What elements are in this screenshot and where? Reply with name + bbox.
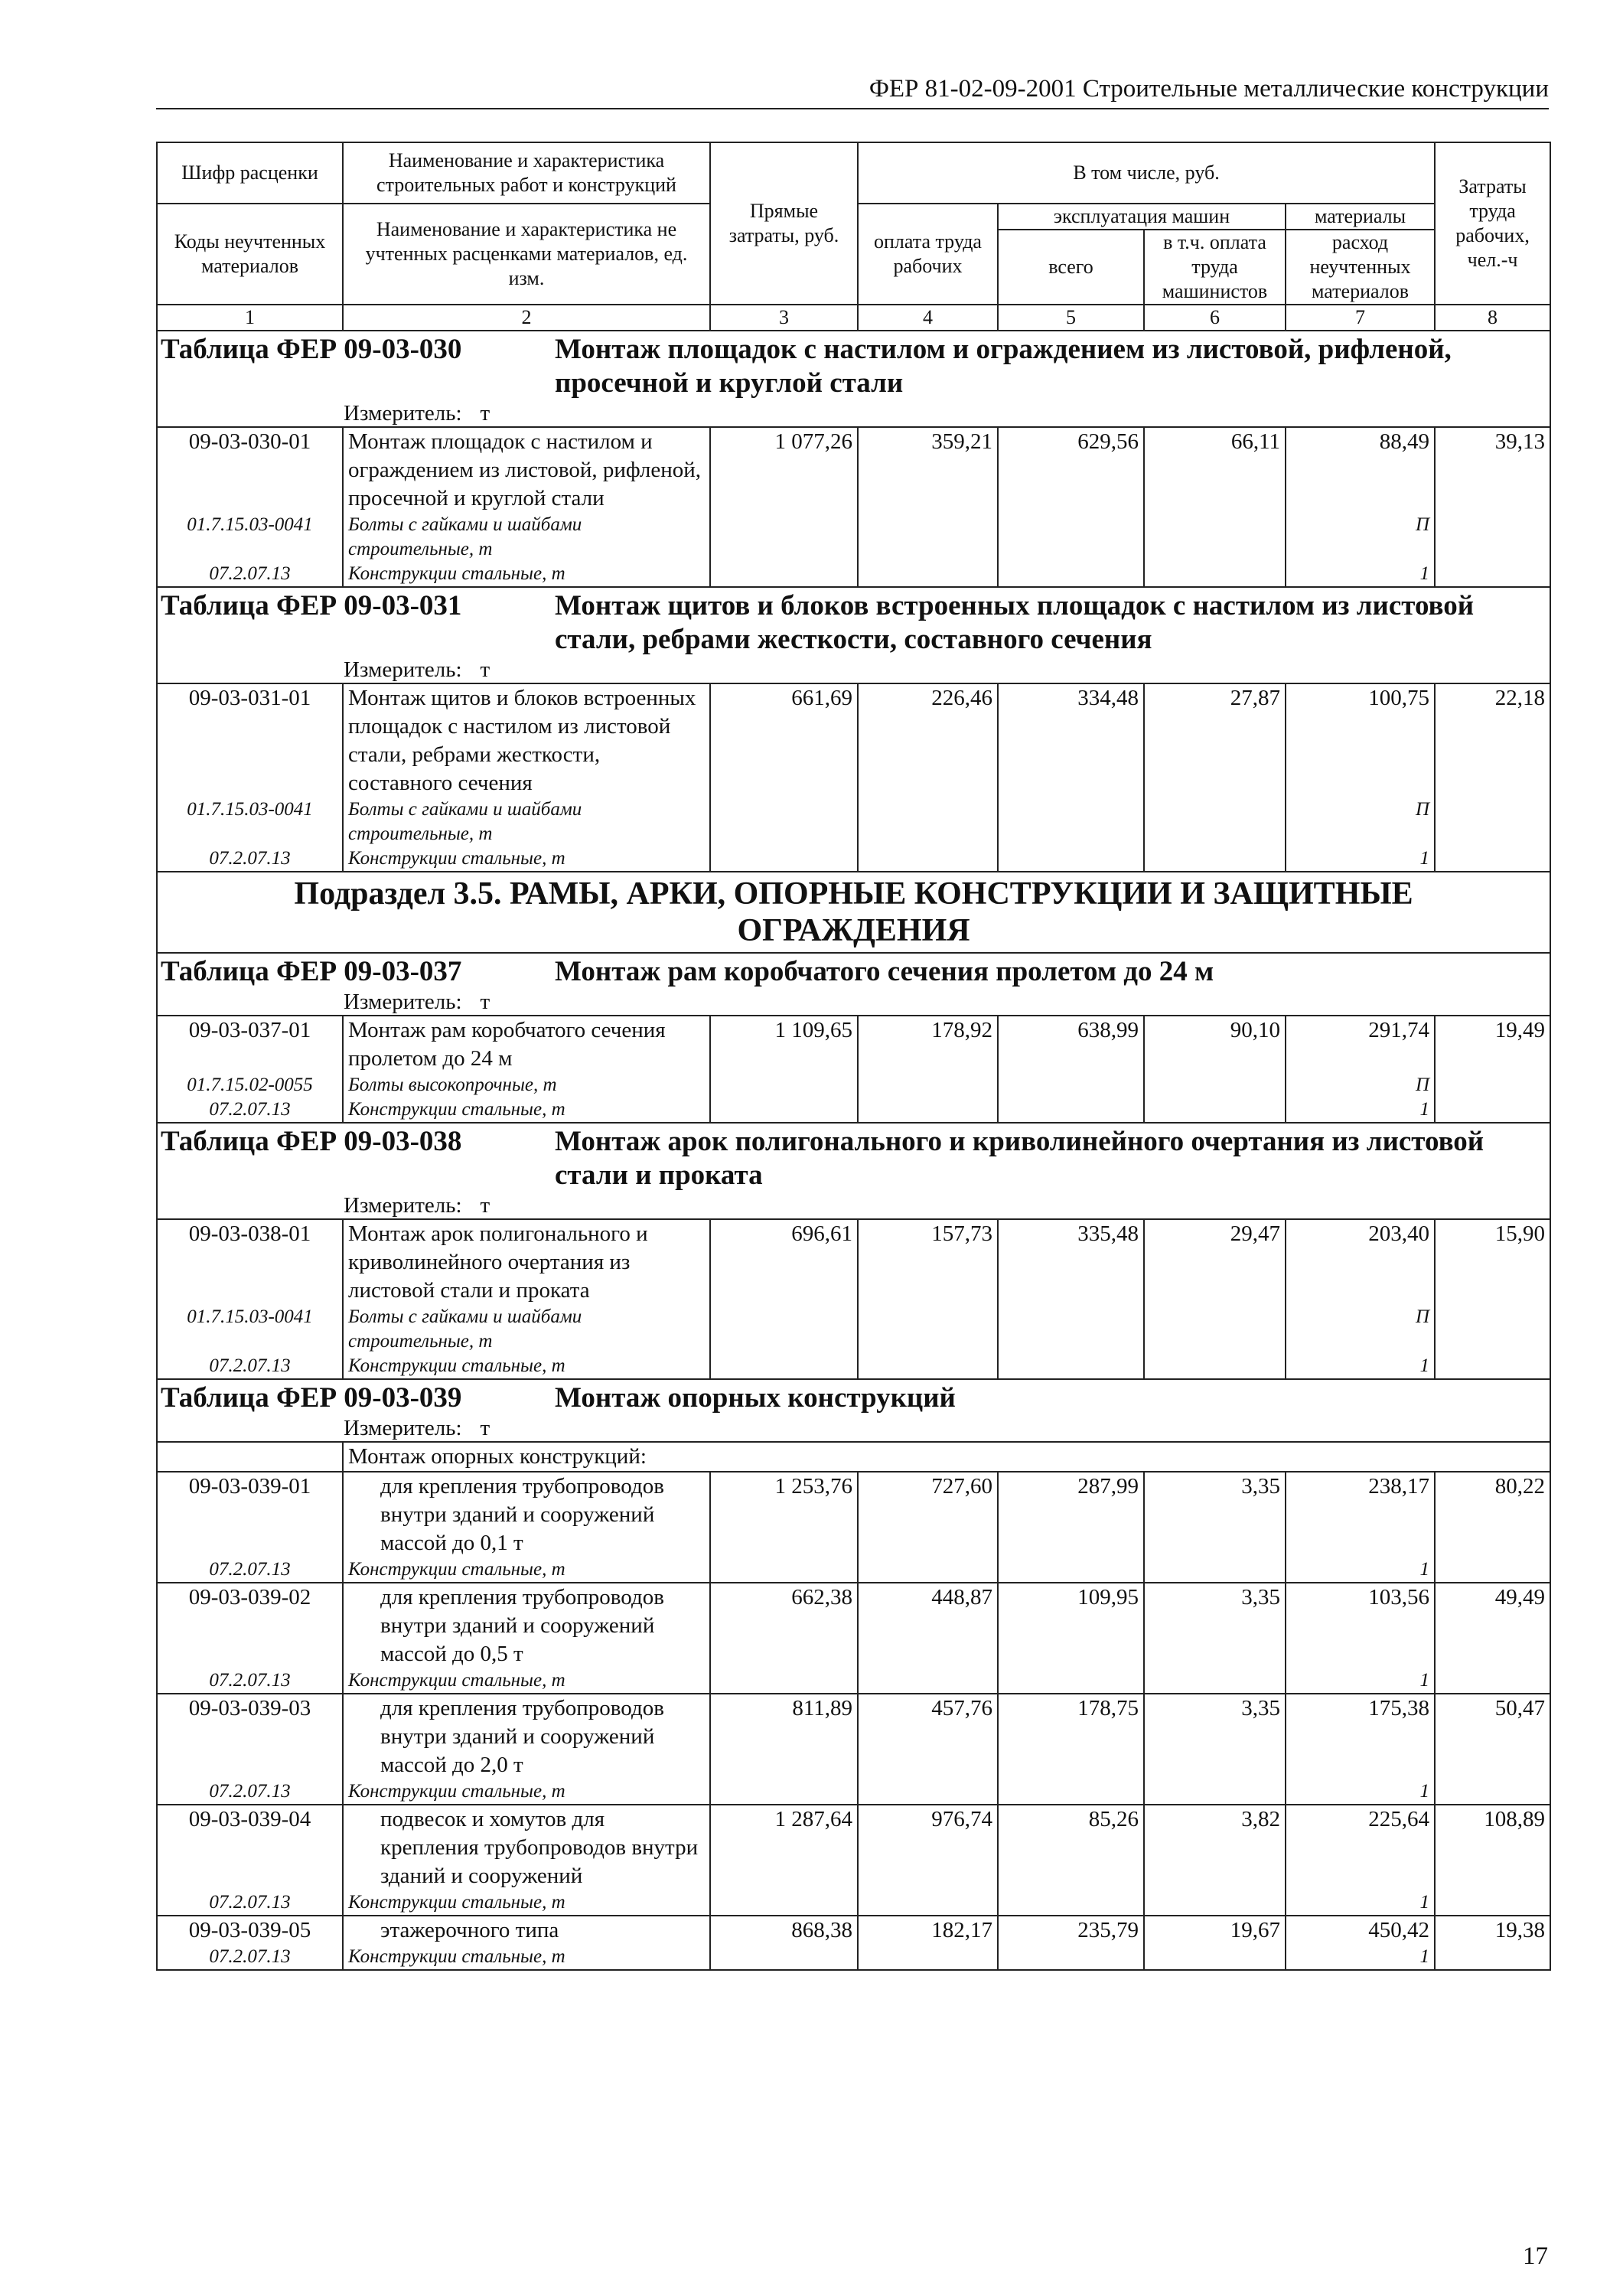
empty-cell — [1144, 1668, 1286, 1694]
empty-cell — [1435, 846, 1550, 872]
table-title: Монтаж площадок с настилом и ограждением из листовой, рифленой, просечной и круглой стали — [555, 334, 1452, 399]
page-number: 17 — [1523, 2242, 1548, 2270]
empty-cell — [710, 562, 858, 587]
material-name: Конструкции стальные, т — [343, 1890, 710, 1916]
work-name: Монтаж арок полигонального и криволинейного очертания из листовой стали и проката — [343, 1219, 710, 1305]
table-row — [157, 1916, 1550, 1945]
empty-cell — [998, 797, 1144, 846]
empty-cell — [998, 1668, 1144, 1694]
empty-cell — [1435, 1097, 1550, 1123]
material-code: 07.2.07.13 — [157, 1945, 343, 1970]
empty-cell — [1435, 1073, 1550, 1097]
empty-cell — [998, 1073, 1144, 1097]
material-name: Конструкции стальные, т — [343, 1097, 710, 1123]
table-heading — [157, 953, 1550, 1016]
empty-cell — [998, 1890, 1144, 1916]
rate-code: 09-03-037-01 — [157, 1016, 343, 1073]
empty-cell — [1144, 1305, 1286, 1354]
material-code: 01.7.15.02-0055 — [157, 1073, 343, 1097]
empty-cell — [710, 1557, 858, 1583]
work-name: для крепления трубопроводов внутри зданий и сооружений массой до 0,5 т — [343, 1583, 710, 1668]
value-col-3: 662,38 — [710, 1583, 858, 1668]
empty-cell — [858, 846, 998, 872]
empty-cell — [858, 1779, 998, 1805]
material-row — [157, 1779, 1550, 1805]
empty-cell — [710, 1073, 858, 1097]
header-labor-hours: Затраты труда рабочих, чел.-ч — [1435, 142, 1550, 305]
empty-cell — [1144, 513, 1286, 562]
table-heading-row — [157, 953, 1550, 1016]
material-code: 07.2.07.13 — [157, 1668, 343, 1694]
table-row — [157, 427, 1550, 513]
table-body — [157, 331, 1550, 1970]
material-code: 07.2.07.13 — [157, 846, 343, 872]
work-name: этажерочного типа — [343, 1916, 710, 1945]
value-col-4: 727,60 — [858, 1472, 998, 1557]
empty-cell — [858, 1354, 998, 1379]
material-row — [157, 846, 1550, 872]
table-heading-row — [157, 1379, 1550, 1442]
column-number: 5 — [998, 305, 1144, 331]
table-header — [157, 142, 1550, 331]
material-row — [157, 513, 1550, 562]
material-qty: П — [1286, 797, 1435, 846]
material-row — [157, 1097, 1550, 1123]
value-col-8: 80,22 — [1435, 1472, 1550, 1557]
material-qty: П — [1286, 513, 1435, 562]
value-col-8: 108,89 — [1435, 1805, 1550, 1890]
work-name: Монтаж щитов и блоков встроенных площадок с настилом из листовой стали, ребрами жесткости, составного сечения — [343, 683, 710, 797]
value-col-8: 22,18 — [1435, 683, 1550, 797]
group-label: Монтаж опорных конструкций: — [343, 1442, 1550, 1472]
unit-line — [161, 1192, 1546, 1218]
empty-cell — [1144, 846, 1286, 872]
material-code: 07.2.07.13 — [157, 1890, 343, 1916]
material-row — [157, 1890, 1550, 1916]
group-row — [157, 1442, 1550, 1472]
value-col-4: 157,73 — [858, 1219, 998, 1305]
empty-cell — [1435, 1668, 1550, 1694]
empty-cell — [1435, 1557, 1550, 1583]
column-number: 7 — [1286, 305, 1435, 331]
work-name: Монтаж площадок с настилом и ограждением из листовой, рифленой, просечной и круглой стали — [343, 427, 710, 513]
value-col-7: 450,42 — [1286, 1916, 1435, 1945]
empty-cell — [858, 797, 998, 846]
table-heading — [157, 1123, 1550, 1219]
empty-cell — [1144, 797, 1286, 846]
value-col-4: 457,76 — [858, 1694, 998, 1779]
running-header: ФЕР 81-02-09-2001 Строительные металлические конструкции — [156, 75, 1549, 109]
material-row — [157, 1557, 1550, 1583]
material-row — [157, 797, 1550, 846]
value-col-6: 3,82 — [1144, 1805, 1286, 1890]
value-col-8: 15,90 — [1435, 1219, 1550, 1305]
price-table — [156, 142, 1551, 1971]
empty-cell — [858, 1557, 998, 1583]
value-col-4: 226,46 — [858, 683, 998, 797]
work-name: для крепления трубопроводов внутри зданий и сооружений массой до 2,0 т — [343, 1694, 710, 1779]
rate-code: 09-03-039-02 — [157, 1583, 343, 1668]
empty-cell — [998, 1354, 1144, 1379]
value-col-8: 19,49 — [1435, 1016, 1550, 1073]
material-qty: 1 — [1286, 1779, 1435, 1805]
value-col-8: 49,49 — [1435, 1583, 1550, 1668]
material-qty: 1 — [1286, 846, 1435, 872]
empty-cell — [710, 846, 858, 872]
empty-cell — [710, 1305, 858, 1354]
empty-cell — [1435, 1945, 1550, 1970]
material-code: 07.2.07.13 — [157, 1779, 343, 1805]
table-row — [157, 683, 1550, 797]
table-code: Таблица ФЕР 09-03-031 — [161, 590, 462, 621]
header-work-name: Наименование и характеристика строительных работ и конструкций — [343, 142, 710, 204]
subsection-row — [157, 872, 1550, 953]
empty-cell — [998, 513, 1144, 562]
value-col-5: 235,79 — [998, 1916, 1144, 1945]
material-row — [157, 1945, 1550, 1970]
table-heading — [157, 331, 1550, 427]
value-col-7: 225,64 — [1286, 1805, 1435, 1890]
unit-label: Измеритель: — [344, 1193, 462, 1218]
header-direct-costs: Прямые затраты, руб. — [710, 142, 858, 305]
empty-cell — [1435, 513, 1550, 562]
header-material-names: Наименование и характеристика не учтенных расценками материалов, ед. изм. — [343, 204, 710, 305]
empty-cell — [1435, 797, 1550, 846]
empty-cell — [710, 1779, 858, 1805]
column-number: 1 — [157, 305, 343, 331]
value-col-3: 1 287,64 — [710, 1805, 858, 1890]
value-col-5: 287,99 — [998, 1472, 1144, 1557]
work-name: для крепления трубопроводов внутри зданий и сооружений массой до 0,1 т — [343, 1472, 710, 1557]
empty-cell — [710, 797, 858, 846]
unit-value: т — [480, 1416, 490, 1440]
material-name: Конструкции стальные, т — [343, 1779, 710, 1805]
material-row — [157, 1354, 1550, 1379]
table-code: Таблица ФЕР 09-03-030 — [161, 334, 462, 365]
rate-code: 09-03-039-04 — [157, 1805, 343, 1890]
material-qty: 1 — [1286, 1354, 1435, 1379]
unit-value: т — [480, 401, 490, 426]
material-name: Конструкции стальные, т — [343, 562, 710, 587]
table-row — [157, 1694, 1550, 1779]
header-materials: материалы — [1286, 204, 1435, 230]
material-code: 07.2.07.13 — [157, 1557, 343, 1583]
empty-cell — [1144, 1779, 1286, 1805]
material-row — [157, 1668, 1550, 1694]
value-col-5: 85,26 — [998, 1805, 1144, 1890]
material-name: Болты с гайками и шайбами строительные, т — [343, 797, 710, 846]
value-col-7: 203,40 — [1286, 1219, 1435, 1305]
rate-code: 09-03-039-05 — [157, 1916, 343, 1945]
column-numbers-row — [157, 305, 1550, 331]
unit-line — [161, 657, 1546, 683]
value-col-3: 661,69 — [710, 683, 858, 797]
table-code: Таблица ФЕР 09-03-037 — [161, 956, 462, 987]
value-col-5: 629,56 — [998, 427, 1144, 513]
unit-line — [161, 1415, 1546, 1441]
material-qty: 1 — [1286, 562, 1435, 587]
material-qty: 1 — [1286, 1945, 1435, 1970]
material-row — [157, 1073, 1550, 1097]
material-code: 01.7.15.03-0041 — [157, 1305, 343, 1354]
unit-value: т — [480, 1193, 490, 1218]
empty-cell — [858, 1945, 998, 1970]
value-col-5: 109,95 — [998, 1583, 1144, 1668]
material-name: Конструкции стальные, т — [343, 846, 710, 872]
value-col-7: 175,38 — [1286, 1694, 1435, 1779]
empty-cell — [998, 562, 1144, 587]
value-col-6: 3,35 — [1144, 1583, 1286, 1668]
value-col-3: 1 253,76 — [710, 1472, 858, 1557]
header-operator-wages: в т.ч. оплата труда машинистов — [1144, 230, 1286, 305]
material-name: Болты с гайками и шайбами строительные, т — [343, 513, 710, 562]
empty-cell — [858, 562, 998, 587]
unit-label: Измеритель: — [344, 990, 462, 1014]
empty-cell — [1144, 562, 1286, 587]
value-col-5: 638,99 — [998, 1016, 1144, 1073]
value-col-4: 359,21 — [858, 427, 998, 513]
value-col-6: 27,87 — [1144, 683, 1286, 797]
table-heading-row — [157, 587, 1550, 683]
value-col-3: 696,61 — [710, 1219, 858, 1305]
header-machines-total: всего — [998, 230, 1144, 305]
empty-cell — [858, 1305, 998, 1354]
column-number: 4 — [858, 305, 998, 331]
empty-cell — [858, 1097, 998, 1123]
group-empty-cell — [157, 1442, 343, 1472]
value-col-8: 39,13 — [1435, 427, 1550, 513]
empty-cell — [998, 1945, 1144, 1970]
empty-cell — [1144, 1354, 1286, 1379]
column-number: 3 — [710, 305, 858, 331]
empty-cell — [710, 1890, 858, 1916]
table-row — [157, 1219, 1550, 1305]
empty-cell — [1144, 1097, 1286, 1123]
empty-cell — [1144, 1073, 1286, 1097]
empty-cell — [998, 846, 1144, 872]
material-code: 07.2.07.13 — [157, 1354, 343, 1379]
table-row — [157, 1016, 1550, 1073]
table-heading-row — [157, 1123, 1550, 1219]
empty-cell — [858, 1890, 998, 1916]
rate-code: 09-03-031-01 — [157, 683, 343, 797]
empty-cell — [998, 1097, 1144, 1123]
table-title: Монтаж щитов и блоков встроенных площадок с настилом из листовой стали, ребрами жесткости, составного сечения — [555, 590, 1475, 655]
unit-line — [161, 989, 1546, 1015]
value-col-5: 334,48 — [998, 683, 1144, 797]
material-qty: 1 — [1286, 1557, 1435, 1583]
material-qty: 1 — [1286, 1668, 1435, 1694]
empty-cell — [710, 513, 858, 562]
header-including: В том числе, руб. — [858, 142, 1435, 204]
rate-code: 09-03-039-03 — [157, 1694, 343, 1779]
value-col-5: 335,48 — [998, 1219, 1144, 1305]
empty-cell — [1435, 1354, 1550, 1379]
column-number: 2 — [343, 305, 710, 331]
unit-label: Измеритель: — [344, 1416, 462, 1440]
value-col-6: 90,10 — [1144, 1016, 1286, 1073]
header-rate-code: Шифр расценки — [157, 142, 343, 204]
rate-code: 09-03-039-01 — [157, 1472, 343, 1557]
table-title: Монтаж опорных конструкций — [555, 1382, 956, 1414]
value-col-3: 1 109,65 — [710, 1016, 858, 1073]
column-number: 6 — [1144, 305, 1286, 331]
material-qty: П — [1286, 1305, 1435, 1354]
material-name: Конструкции стальные, т — [343, 1557, 710, 1583]
column-number: 8 — [1435, 305, 1550, 331]
empty-cell — [858, 1073, 998, 1097]
empty-cell — [998, 1779, 1144, 1805]
table-heading — [157, 1379, 1550, 1442]
subsection-title: Подраздел 3.5. РАМЫ, АРКИ, ОПОРНЫЕ КОНСТРУКЦИИ И ЗАЩИТНЫЕ ОГРАЖДЕНИЯ — [157, 872, 1550, 953]
header-machines: эксплуатация машин — [998, 204, 1286, 230]
table-title: Монтаж арок полигонального и криволинейного очертания из листовой стали и проката — [555, 1126, 1484, 1191]
rate-code: 09-03-030-01 — [157, 427, 343, 513]
value-col-7: 291,74 — [1286, 1016, 1435, 1073]
material-row — [157, 562, 1550, 587]
material-name: Конструкции стальные, т — [343, 1668, 710, 1694]
empty-cell — [858, 513, 998, 562]
value-col-7: 100,75 — [1286, 683, 1435, 797]
value-col-4: 178,92 — [858, 1016, 998, 1073]
material-name: Конструкции стальные, т — [343, 1354, 710, 1379]
empty-cell — [710, 1354, 858, 1379]
table-title: Монтаж рам коробчатого сечения пролетом до 24 м — [555, 956, 1214, 987]
table-heading-row — [157, 331, 1550, 427]
empty-cell — [858, 1668, 998, 1694]
empty-cell — [1144, 1557, 1286, 1583]
empty-cell — [710, 1097, 858, 1123]
value-col-7: 88,49 — [1286, 427, 1435, 513]
value-col-8: 50,47 — [1435, 1694, 1550, 1779]
value-col-7: 238,17 — [1286, 1472, 1435, 1557]
table-code: Таблица ФЕР 09-03-038 — [161, 1126, 462, 1157]
empty-cell — [710, 1668, 858, 1694]
material-name: Болты высокопрочные, т — [343, 1073, 710, 1097]
unit-value: т — [480, 657, 490, 682]
material-code: 01.7.15.03-0041 — [157, 513, 343, 562]
value-col-6: 19,67 — [1144, 1916, 1286, 1945]
material-qty: 1 — [1286, 1097, 1435, 1123]
work-name: подвесок и хомутов для крепления трубопроводов внутри зданий и сооружений — [343, 1805, 710, 1890]
material-name: Болты с гайками и шайбами строительные, т — [343, 1305, 710, 1354]
header-worker-wages: оплата труда рабочих — [858, 204, 998, 305]
value-col-6: 3,35 — [1144, 1472, 1286, 1557]
value-col-6: 29,47 — [1144, 1219, 1286, 1305]
value-col-8: 19,38 — [1435, 1916, 1550, 1945]
empty-cell — [1435, 562, 1550, 587]
material-code: 07.2.07.13 — [157, 562, 343, 587]
material-row — [157, 1305, 1550, 1354]
empty-cell — [1435, 1890, 1550, 1916]
empty-cell — [710, 1945, 858, 1970]
table-row — [157, 1583, 1550, 1668]
table-code: Таблица ФЕР 09-03-039 — [161, 1382, 462, 1414]
material-code: 01.7.15.03-0041 — [157, 797, 343, 846]
value-col-3: 1 077,26 — [710, 427, 858, 513]
empty-cell — [998, 1305, 1144, 1354]
value-col-3: 811,89 — [710, 1694, 858, 1779]
value-col-7: 103,56 — [1286, 1583, 1435, 1668]
value-col-4: 976,74 — [858, 1805, 998, 1890]
table-heading — [157, 587, 1550, 683]
material-name: Конструкции стальные, т — [343, 1945, 710, 1970]
empty-cell — [1144, 1945, 1286, 1970]
unit-value: т — [480, 990, 490, 1014]
value-col-5: 178,75 — [998, 1694, 1144, 1779]
empty-cell — [1144, 1890, 1286, 1916]
unit-line — [161, 400, 1546, 426]
value-col-4: 448,87 — [858, 1583, 998, 1668]
value-col-6: 3,35 — [1144, 1694, 1286, 1779]
material-qty: 1 — [1286, 1890, 1435, 1916]
unit-label: Измеритель: — [344, 657, 462, 682]
value-col-4: 182,17 — [858, 1916, 998, 1945]
value-col-6: 66,11 — [1144, 427, 1286, 513]
empty-cell — [1435, 1779, 1550, 1805]
material-qty: П — [1286, 1073, 1435, 1097]
rate-code: 09-03-038-01 — [157, 1219, 343, 1305]
unit-label: Измеритель: — [344, 401, 462, 426]
value-col-3: 868,38 — [710, 1916, 858, 1945]
empty-cell — [1435, 1305, 1550, 1354]
material-code: 07.2.07.13 — [157, 1097, 343, 1123]
header-material-codes: Коды неучтенных материалов — [157, 204, 343, 305]
table-row — [157, 1805, 1550, 1890]
header-unaccounted-materials: расход неучтенных материалов — [1286, 230, 1435, 305]
table-row — [157, 1472, 1550, 1557]
empty-cell — [998, 1557, 1144, 1583]
work-name: Монтаж рам коробчатого сечения пролетом до 24 м — [343, 1016, 710, 1073]
